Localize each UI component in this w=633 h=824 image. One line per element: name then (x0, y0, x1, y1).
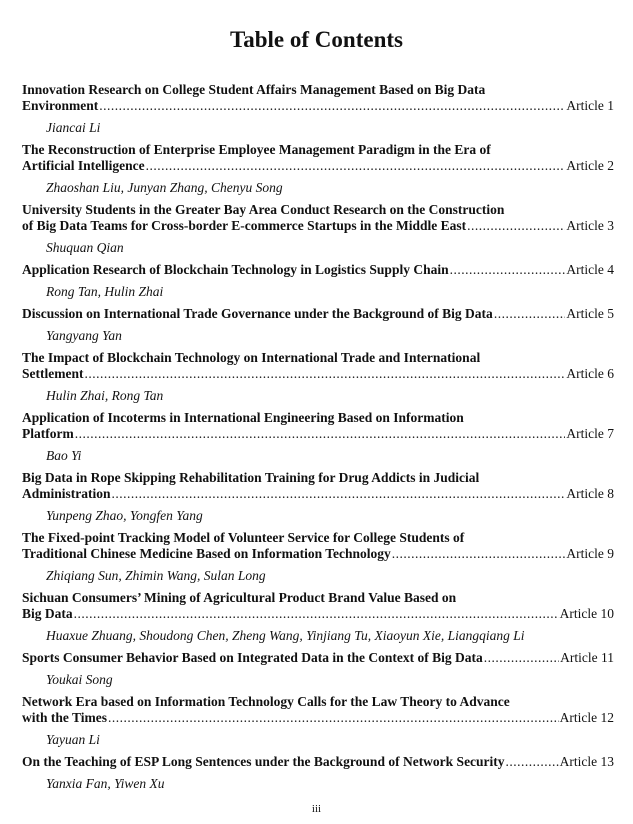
article-number[interactable]: Article 4 (566, 262, 614, 277)
article-number[interactable]: Article 6 (566, 366, 614, 381)
article-number[interactable]: Article 8 (566, 486, 614, 501)
article-number[interactable]: Article 13 (559, 754, 614, 769)
entry-authors: Yangyang Yan (46, 328, 122, 343)
dot-leader (74, 606, 559, 622)
entry-title-line: The Reconstruction of Enterprise Employee Management Paradigm in the Era of (22, 142, 491, 157)
entry-title-last-line (22, 306, 614, 322)
table-of-contents (22, 82, 614, 798)
entry-title (22, 650, 614, 666)
article-number[interactable]: Article 1 (566, 98, 614, 113)
entry-title-last-line (22, 262, 614, 278)
entry-title-line: Discussion on International Trade Governance under the Background of Big Data (22, 306, 493, 321)
entry-title (22, 470, 614, 502)
entry-title-line: Artificial Intelligence (22, 158, 145, 173)
dot-leader (146, 158, 566, 174)
dot-leader (450, 262, 566, 278)
entry-title (22, 694, 614, 726)
dot-leader (99, 98, 565, 114)
entry-authors: Yayuan Li (46, 732, 100, 747)
dot-leader (112, 486, 566, 502)
article-number[interactable]: Article 7 (566, 426, 614, 441)
page-title: Table of Contents (230, 27, 403, 52)
entry-title-last-line (22, 710, 614, 726)
dot-leader (75, 426, 566, 442)
toc-entry[interactable] (22, 410, 614, 464)
article-number[interactable]: Article 9 (566, 546, 614, 561)
toc-entry[interactable] (22, 590, 614, 644)
toc-entry[interactable] (22, 350, 614, 404)
article-number[interactable]: Article 2 (566, 158, 614, 173)
entry-title-last-line (22, 650, 614, 666)
entry-title-last-line (22, 606, 614, 622)
entry-authors: Bao Yi (46, 448, 82, 463)
entry-title-line: Application of Incoterms in International Engineering Based on Information (22, 410, 464, 425)
entry-title-line: Environment (22, 98, 99, 113)
entry-title (22, 82, 614, 114)
entry-title-line: Innovation Research on College Student Affairs Management Based on Big Data (22, 82, 486, 97)
entry-title-last-line (22, 546, 614, 562)
entry-title-line: Network Era based on Information Technology Calls for the Law Theory to Advance (22, 694, 510, 709)
entry-title (22, 350, 614, 382)
article-number[interactable]: Article 5 (566, 306, 614, 321)
entry-title-last-line (22, 98, 614, 114)
entry-title-line: Application Research of Blockchain Technology in Logistics Supply Chain (22, 262, 449, 277)
entry-title-line: Settlement (22, 366, 84, 381)
toc-entry[interactable] (22, 754, 614, 792)
toc-entry[interactable] (22, 470, 614, 524)
dot-leader (108, 710, 559, 726)
toc-entry[interactable] (22, 650, 614, 688)
entry-title-line: with the Times (22, 710, 108, 725)
entry-authors: Youkai Song (46, 672, 113, 687)
entry-title-line: The Fixed-point Tracking Model of Volunteer Service for College Students of (22, 530, 465, 545)
page-number: iii (311, 803, 322, 815)
entry-title-line: Platform (22, 426, 74, 441)
entry-authors: Jiancai Li (46, 120, 101, 135)
entry-authors: Huaxue Zhuang, Shoudong Chen, Zheng Wang, Yinjiang Tu, Xiaoyun Xie, Liangqiang Li (46, 628, 525, 643)
dot-leader (494, 306, 566, 322)
toc-entry[interactable] (22, 202, 614, 256)
entry-title-last-line (22, 366, 614, 382)
article-number[interactable]: Article 3 (566, 218, 614, 233)
entry-title-last-line (22, 486, 614, 502)
entry-title-last-line (22, 426, 614, 442)
entry-title (22, 590, 614, 622)
entry-authors: Zhiqiang Sun, Zhimin Wang, Sulan Long (46, 568, 266, 583)
toc-entry[interactable] (22, 82, 614, 136)
entry-title-line: Big Data in Rope Skipping Rehabilitation Training for Drug Addicts in Judicial (22, 470, 480, 485)
entry-authors: Yunpeng Zhao, Yongfen Yang (46, 508, 203, 523)
entry-title (22, 142, 614, 174)
entry-title-line: Big Data (22, 606, 73, 621)
toc-entry[interactable] (22, 530, 614, 584)
entry-authors: Hulin Zhai, Rong Tan (46, 388, 164, 403)
entry-authors: Yanxia Fan, Yiwen Xu (46, 776, 165, 791)
dot-leader (84, 366, 565, 382)
entry-title (22, 202, 614, 234)
dot-leader (484, 650, 559, 666)
entry-title-line: University Students in the Greater Bay Area Conduct Research on the Construction (22, 202, 505, 217)
entry-authors: Rong Tan, Hulin Zhai (46, 284, 164, 299)
entry-title (22, 410, 614, 442)
entry-title (22, 262, 614, 278)
toc-entry[interactable] (22, 142, 614, 196)
entry-title-last-line (22, 158, 614, 174)
entry-title (22, 754, 614, 770)
entry-title-last-line (22, 218, 614, 234)
article-number[interactable]: Article 11 (560, 650, 614, 665)
entry-title-last-line (22, 754, 614, 770)
entry-title-line: Traditional Chinese Medicine Based on Information Technology (22, 546, 391, 561)
entry-title-line: On the Teaching of ESP Long Sentences under the Background of Network Security (22, 754, 505, 769)
toc-entry[interactable] (22, 262, 614, 300)
dot-leader (392, 546, 566, 562)
entry-authors: Shuquan Qian (46, 240, 124, 255)
entry-title-line: Sports Consumer Behavior Based on Integrated Data in the Context of Big Data (22, 650, 483, 665)
entry-title-line: Sichuan Consumers’ Mining of Agricultural Product Brand Value Based on (22, 590, 457, 605)
article-number[interactable]: Article 12 (559, 710, 614, 725)
dot-leader (506, 754, 559, 770)
entry-title-line: of Big Data Teams for Cross-border E-commerce Startups in the Middle East (22, 218, 467, 233)
entry-title-line: The Impact of Blockchain Technology on International Trade and International (22, 350, 481, 365)
entry-title (22, 530, 614, 562)
entry-title (22, 306, 614, 322)
dot-leader (467, 218, 565, 234)
article-number[interactable]: Article 10 (559, 606, 614, 621)
toc-entry[interactable] (22, 306, 614, 344)
entry-title-line: Administration (22, 486, 111, 501)
toc-entry[interactable] (22, 694, 614, 748)
entry-authors: Zhaoshan Liu, Junyan Zhang, Chenyu Song (46, 180, 283, 195)
